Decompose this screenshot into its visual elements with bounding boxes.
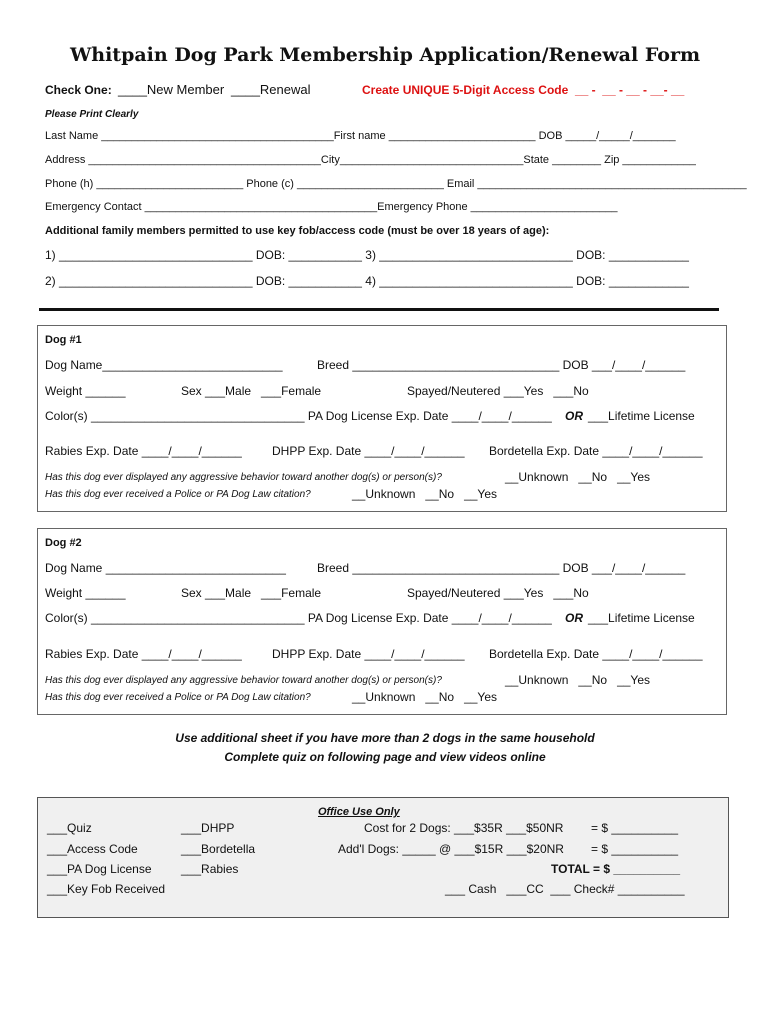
dog-2-breed-field[interactable]: Breed _______________________________ DOB ___/____/______ <box>317 561 686 575</box>
office-addl-dogs[interactable]: Add'l Dogs: _____ @ ___$15R ___$20NR <box>338 842 564 856</box>
dog-2-sex-field[interactable]: Sex ___Male ___Female <box>181 586 322 600</box>
family-heading: Additional family members permitted to use key fob/access code (must be over 18 years of age): <box>45 225 550 237</box>
dog-1-breed-field[interactable]: Breed _______________________________ DOB ___/____/______ <box>317 358 686 372</box>
office-addl-total[interactable]: = $ __________ <box>591 842 679 856</box>
check-one-label: Check One: <box>45 83 112 97</box>
office-dhpp-check[interactable]: ___DHPP <box>181 821 235 835</box>
dog-1-name-field[interactable]: Dog Name___________________________ <box>45 358 283 372</box>
dog-1-citation-answer[interactable]: __Unknown __No __Yes <box>352 487 497 501</box>
address-line[interactable]: Address ______________________________________City______________________________State ________ Zip ____________ <box>45 154 696 166</box>
access-code-field[interactable]: Create UNIQUE 5-Digit Access Code __ - __ - __ - __- __ <box>362 83 685 97</box>
dog-1-bordetella-field[interactable]: Bordetella Exp. Date ____/____/______ <box>489 444 703 458</box>
print-clearly-note: Please Print Clearly <box>45 109 139 120</box>
dog-2-heading: Dog #2 <box>45 537 82 549</box>
dog-1-spayed-field[interactable]: Spayed/Neutered ___Yes ___No <box>407 384 589 398</box>
dog-1-aggressive-question: Has this dog ever displayed any aggressive behavior toward another dog(s) or person(s)? <box>45 472 442 483</box>
office-use-heading: Office Use Only <box>318 806 400 818</box>
family-row-1[interactable]: 1) _____________________________ DOB: ___________ 3) _____________________________ DOB: ____________ <box>45 248 689 262</box>
dog-1-sex-field[interactable]: Sex ___Male ___Female <box>181 384 322 398</box>
dog-1-color-license-field[interactable]: Color(s) ________________________________ PA Dog License Exp. Date ____/____/______ <box>45 409 552 423</box>
dog-2-or-label: OR <box>565 611 583 625</box>
new-member-option[interactable]: ____New Member <box>118 82 225 97</box>
office-quiz-check[interactable]: ___Quiz <box>47 821 92 835</box>
dog-2-spayed-field[interactable]: Spayed/Neutered ___Yes ___No <box>407 586 589 600</box>
office-pa-license-check[interactable]: ___PA Dog License <box>47 862 152 876</box>
dog-2-lifetime-license[interactable]: ___Lifetime License <box>588 611 695 625</box>
renewal-option[interactable]: ____Renewal <box>231 82 311 97</box>
dog-1-heading: Dog #1 <box>45 334 82 346</box>
dog-2-bordetella-field[interactable]: Bordetella Exp. Date ____/____/______ <box>489 647 703 661</box>
office-grand-total[interactable]: TOTAL = $ __________ <box>551 862 681 876</box>
dog-2-aggressive-answer[interactable]: __Unknown __No __Yes <box>505 673 650 687</box>
quiz-note: Complete quiz on following page and view videos online <box>224 750 546 764</box>
dog-1-lifetime-license[interactable]: ___Lifetime License <box>588 409 695 423</box>
family-row-2[interactable]: 2) _____________________________ DOB: ___________ 4) _____________________________ DOB: ____________ <box>45 274 689 288</box>
office-bordetella-check[interactable]: ___Bordetella <box>181 842 256 856</box>
office-payment-method[interactable]: ___ Cash ___CC ___ Check# __________ <box>445 882 685 896</box>
office-key-fob-check[interactable]: ___Key Fob Received <box>47 882 166 896</box>
dog-2-color-license-field[interactable]: Color(s) ________________________________ PA Dog License Exp. Date ____/____/______ <box>45 611 552 625</box>
office-rabies-check[interactable]: ___Rabies <box>181 862 239 876</box>
dog-2-weight-field[interactable]: Weight ______ <box>45 586 126 600</box>
phone-email-line[interactable]: Phone (h) ________________________ Phone (c) ________________________ Email ____________________________________________ <box>45 178 747 190</box>
dog-1-dhpp-field[interactable]: DHPP Exp. Date ____/____/______ <box>272 444 465 458</box>
dog-2-rabies-field[interactable]: Rabies Exp. Date ____/____/______ <box>45 647 242 661</box>
name-dob-line[interactable]: Last Name ______________________________________First name ________________________ DOB _____/_____/_______ <box>45 130 676 142</box>
form-title: Whitpain Dog Park Membership Application/Renewal Form <box>69 44 701 66</box>
emergency-contact-line[interactable]: Emergency Contact ______________________________________Emergency Phone ________________________ <box>45 201 618 213</box>
dog-2-dhpp-field[interactable]: DHPP Exp. Date ____/____/______ <box>272 647 465 661</box>
additional-sheet-note: Use additional sheet if you have more than 2 dogs in the same household <box>175 731 595 745</box>
dog-2-name-field[interactable]: Dog Name ___________________________ <box>45 561 286 575</box>
dog-1-citation-question: Has this dog ever received a Police or PA Dog Law citation? <box>45 489 311 500</box>
office-cost-two-dogs[interactable]: Cost for 2 Dogs: ___$35R ___$50NR <box>364 821 564 835</box>
office-access-code-check[interactable]: ___Access Code <box>47 842 138 856</box>
section-divider <box>39 308 719 311</box>
dog-1-weight-field[interactable]: Weight ______ <box>45 384 126 398</box>
dog-2-citation-question: Has this dog ever received a Police or PA Dog Law citation? <box>45 692 311 703</box>
dog-2-citation-answer[interactable]: __Unknown __No __Yes <box>352 690 497 704</box>
dog-2-aggressive-question: Has this dog ever displayed any aggressive behavior toward another dog(s) or person(s)? <box>45 675 442 686</box>
dog-1-or-label: OR <box>565 409 583 423</box>
dog-1-aggressive-answer[interactable]: __Unknown __No __Yes <box>505 470 650 484</box>
dog-1-rabies-field[interactable]: Rabies Exp. Date ____/____/______ <box>45 444 242 458</box>
office-cost-total[interactable]: = $ __________ <box>591 821 679 835</box>
